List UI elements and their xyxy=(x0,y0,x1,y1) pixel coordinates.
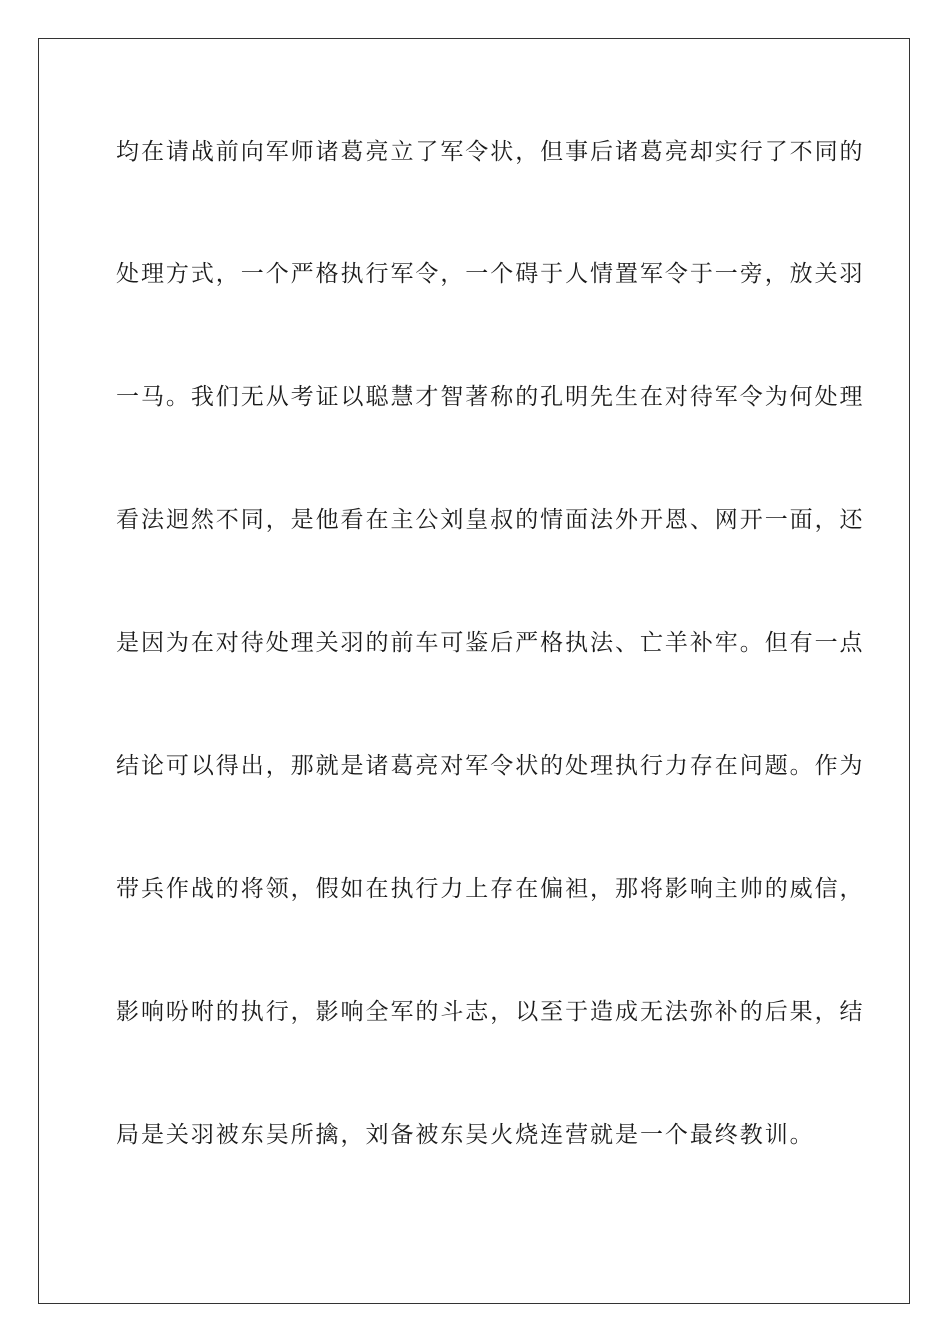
text-line: 是因为在对待处理关羽的前车可鉴后严格执法、亡羊补牢。但有一点 xyxy=(116,630,865,656)
text-line: 带兵作战的将领，假如在执行力上存在偏袒，那将影响主帅的威信， xyxy=(116,876,865,902)
text-line: 局是关羽被东吴所擒，刘备被东吴火烧连营就是一个最终教训。 xyxy=(116,1122,815,1148)
text-line: 影响吩咐的执行，影响全军的斗志，以至于造成无法弥补的后果，结 xyxy=(116,999,865,1025)
page-frame xyxy=(38,38,910,1304)
text-line: 看法迥然不同，是他看在主公刘皇叔的情面法外开恩、网开一面，还 xyxy=(116,507,865,533)
text-line: 结论可以得出，那就是诸葛亮对军令状的处理执行力存在问题。作为 xyxy=(116,753,865,779)
text-line: 均在请战前向军师诸葛亮立了军令状，但事后诸葛亮却实行了不同的 xyxy=(116,139,865,165)
text-line: 处理方式，一个严格执行军令，一个碍于人情置军令于一旁，放关羽 xyxy=(116,261,865,287)
text-line: 一马。我们无从考证以聪慧才智著称的孔明先生在对待军令为何处理 xyxy=(116,384,865,410)
